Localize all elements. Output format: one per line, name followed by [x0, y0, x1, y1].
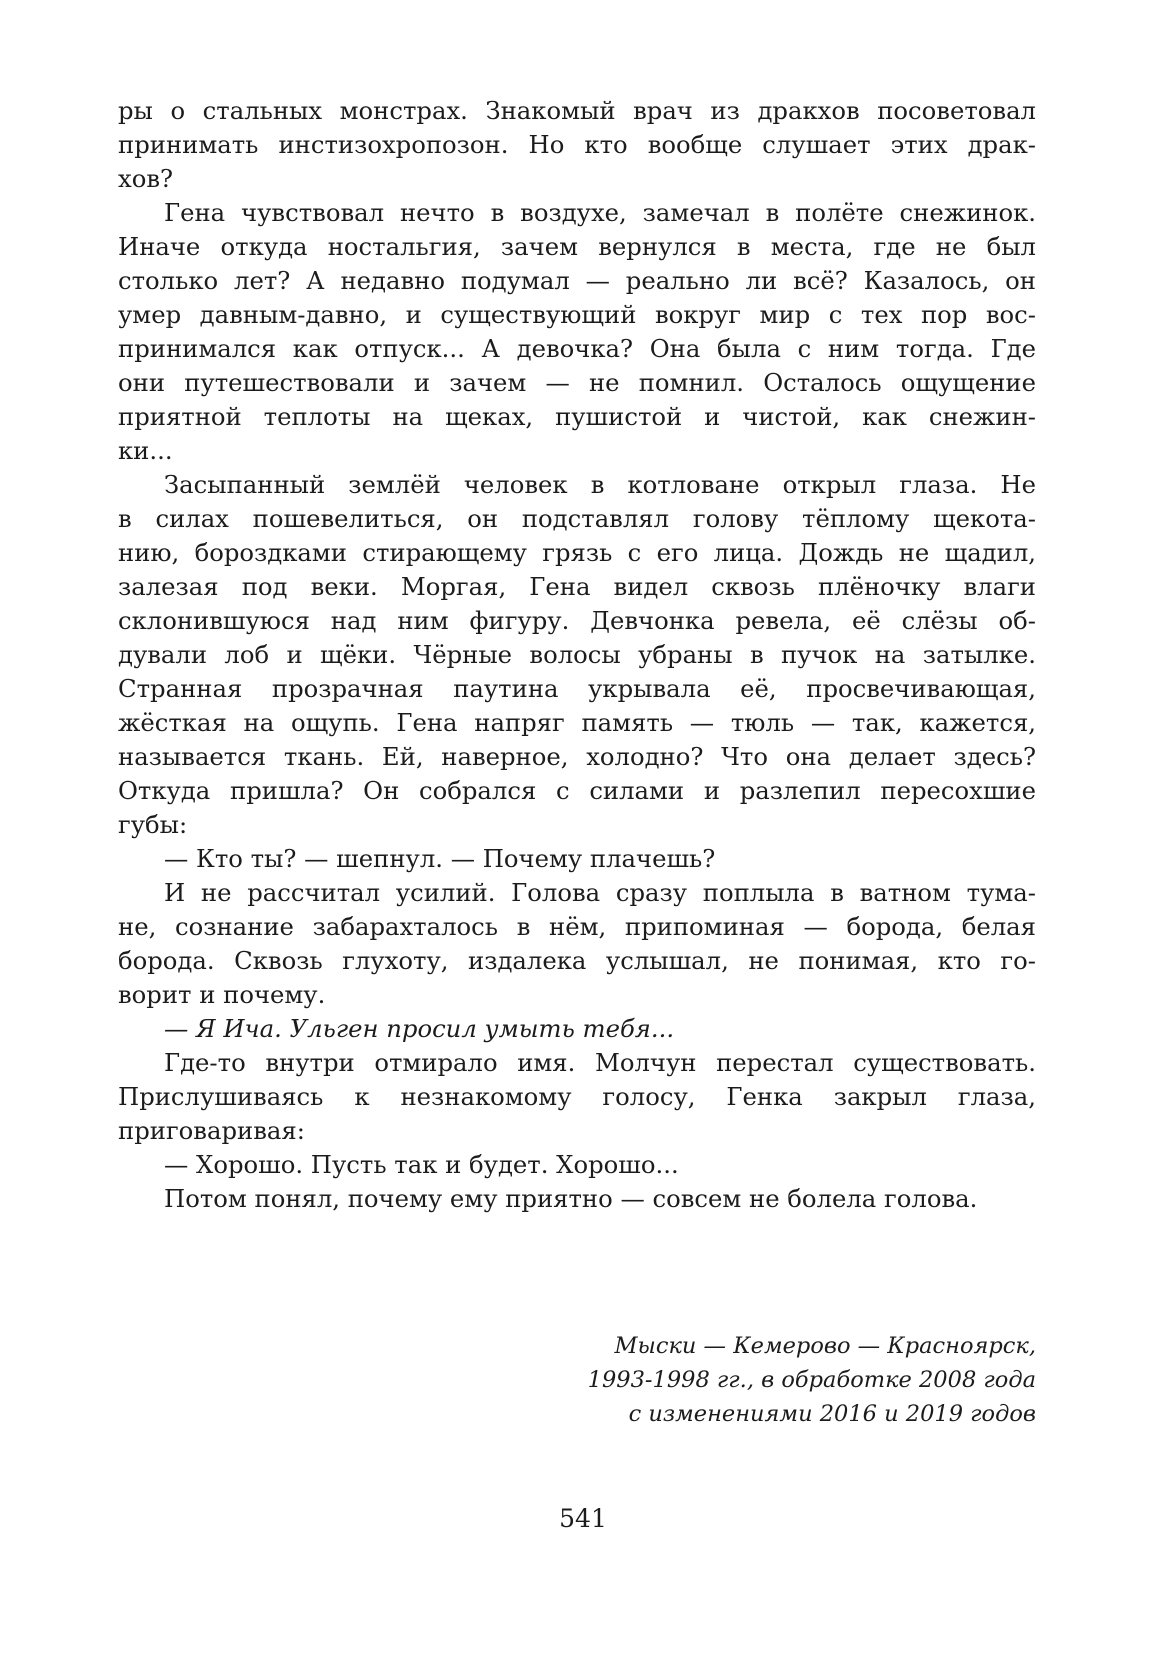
text-line: в силах пошевелиться, он подставлял голову тёплому щекота-	[118, 504, 1036, 533]
signature-line: 1993-1998 гг., в обработке 2008 года	[587, 1367, 1036, 1393]
signature-line: с изменениями 2016 и 2019 годов	[628, 1401, 1036, 1427]
dialogue-line: — Кто ты? — шепнул. — Почему плачешь?	[164, 844, 716, 873]
text-line: приговаривая:	[118, 1116, 305, 1145]
text-line: ки...	[118, 436, 173, 465]
text-line: хов?	[118, 164, 174, 193]
text-line: они путешествовали и зачем — не помнил. Осталось ощущение	[118, 368, 1036, 397]
page-number: 541	[559, 1504, 607, 1533]
body-text	[118, 94, 1036, 1216]
text-line: Засыпанный землёй человек в котловане открыл глаза. Не	[164, 470, 1036, 499]
text-line: губы:	[118, 810, 188, 839]
text-line: называется ткань. Ей, наверное, холодно? Что она делает здесь?	[118, 742, 1036, 771]
text-line: И не рассчитал усилий. Голова сразу поплыла в ватном тума-	[164, 878, 1036, 907]
text-line: принимать инстизохропозон. Но кто вообще слушает этих драк-	[118, 130, 1036, 159]
text-line: умер давным-давно, и существующий вокруг мир с тех пор вос-	[118, 300, 1036, 329]
text-line: залезая под веки. Моргая, Гена видел сквозь плёночку влаги	[118, 572, 1036, 601]
text-line: принимался как отпуск... А девочка? Она была с ним тогда. Где	[118, 334, 1036, 363]
signature-line: Мыски — Кемерово — Красноярск,	[614, 1333, 1036, 1359]
text-line: ворит и почему.	[118, 980, 326, 1009]
text-line: борода. Сквозь глухоту, издалека услышал, не понимая, кто го-	[118, 946, 1036, 975]
text-line: столько лет? А недавно подумал — реально ли всё? Казалось, он	[118, 266, 1036, 295]
text-line: нию, бороздками стирающему грязь с его лица. Дождь не щадил,	[118, 538, 1036, 567]
text-line: Странная прозрачная паутина укрывала её, просвечивающая,	[118, 674, 1036, 703]
text-line: Гена чувствовал нечто в воздухе, замечал в полёте снежинок.	[164, 198, 1036, 227]
text-line: склонившуюся над ним фигуру. Девчонка ревела, её слёзы об-	[118, 606, 1036, 635]
text-line: ры о стальных монстрах. Знакомый врач из дракхов посоветовал	[118, 96, 1036, 125]
dialogue-line: — Хорошо. Пусть так и будет. Хорошо...	[164, 1150, 679, 1179]
text-line: Где-то внутри отмирало имя. Молчун перестал существовать.	[164, 1048, 1036, 1077]
text-line: дували лоб и щёки. Чёрные волосы убраны в пучок на затылке.	[118, 640, 1036, 669]
text-line: приятной теплоты на щеках, пушистой и чистой, как снежин-	[118, 402, 1036, 431]
italic-dialogue-line: — Я Ича. Ульген просил умыть тебя...	[164, 1014, 675, 1043]
place-date-signature	[516, 1329, 1036, 1431]
text-line: Откуда пришла? Он собрался с силами и разлепил пересохшие	[118, 776, 1036, 805]
text-line: жёсткая на ощупь. Гена напряг память — тюль — так, кажется,	[118, 708, 1036, 737]
text-line: Потом понял, почему ему приятно — совсем не болела голова.	[164, 1184, 978, 1213]
text-line: Прислушиваясь к незнакомому голосу, Генка закрыл глаза,	[118, 1082, 1036, 1111]
text-line: Иначе откуда ностальгия, зачем вернулся в места, где не был	[118, 232, 1036, 261]
text-line: не, сознание забарахталось в нём, припоминая — борода, белая	[118, 912, 1036, 941]
